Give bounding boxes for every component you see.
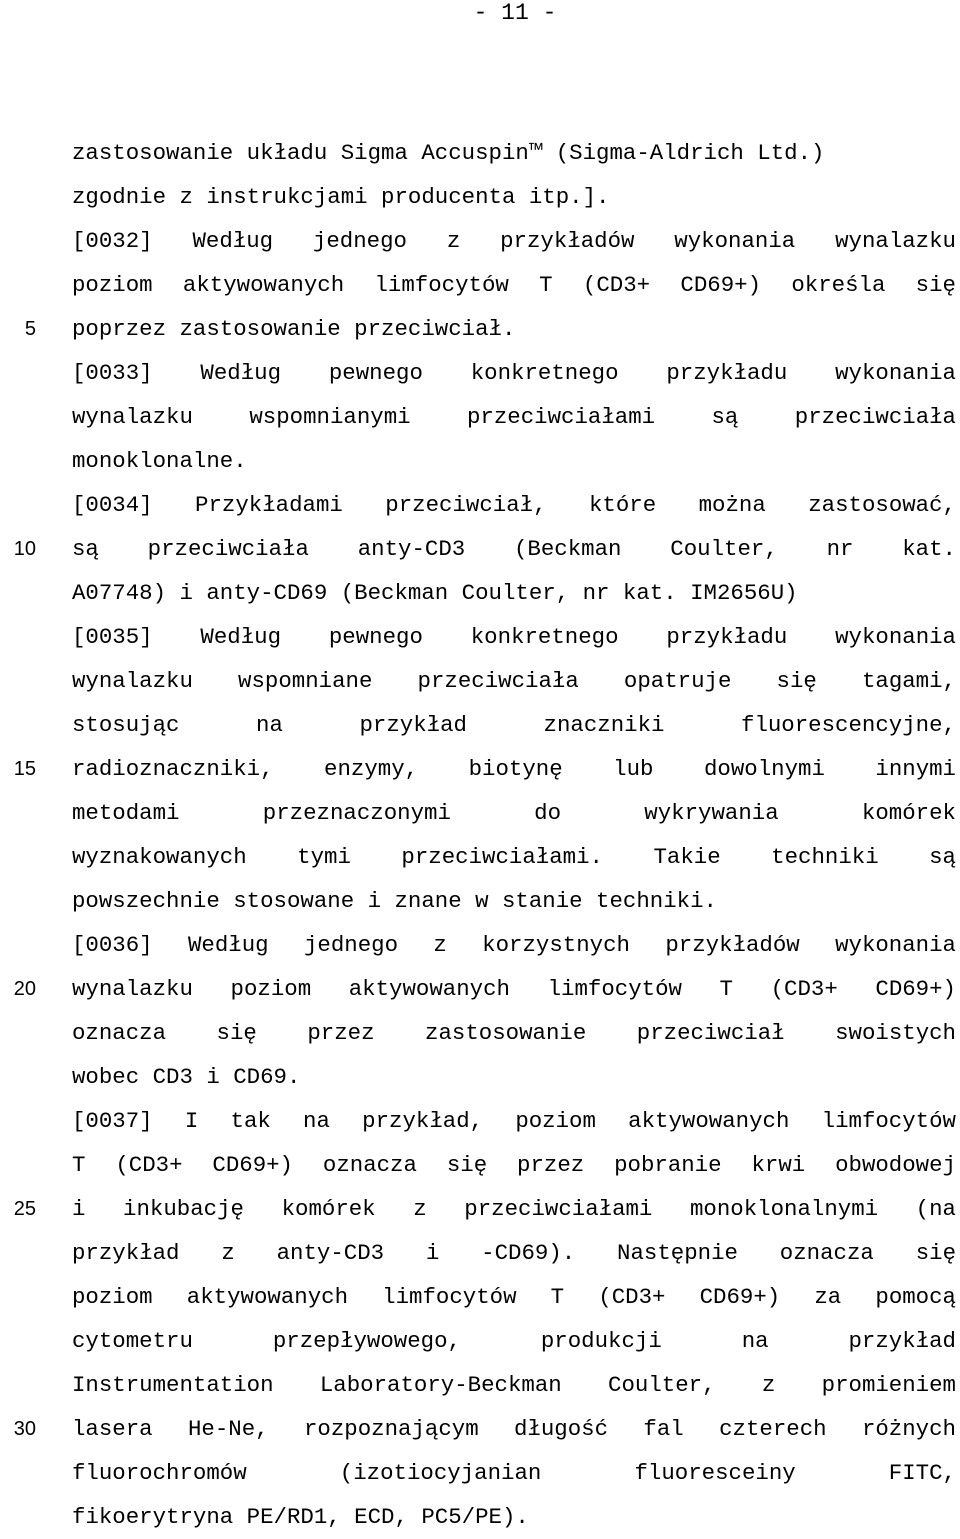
text-line: poziom aktywowanych limfocytów T (CD3+ CD69+) za pomocą <box>72 1284 956 1310</box>
text-line: [0033] Według pewnego konkretnego przykładu wykonania <box>72 360 956 386</box>
margin-line-number: 15 <box>13 758 36 780</box>
text-line: [0037] I tak na przykład, poziom aktywowanych limfocytów <box>72 1108 956 1134</box>
text-line: zastosowanie układu Sigma Accuspin™ (Sigma-Aldrich Ltd.) <box>72 140 825 166</box>
margin-line-number: 25 <box>13 1198 36 1220</box>
text-line: zgodnie z instrukcjami producenta itp.]. <box>72 184 610 210</box>
text-line: [0036] Według jednego z korzystnych przykładów wykonania <box>72 932 956 958</box>
text-line: metodami przeznaczonymi do wykrywania komórek <box>72 800 956 826</box>
text-line: i inkubację komórek z przeciwciałami monoklonalnymi (na <box>72 1196 956 1222</box>
text-line: powszechnie stosowane i znane w stanie techniki. <box>72 888 717 914</box>
text-line: monoklonalne. <box>72 448 247 474</box>
text-line: przykład z anty-CD3 i -CD69). Następnie oznacza się <box>72 1240 956 1266</box>
text-line: wynalazku wspomniane przeciwciała opatruje się tagami, <box>72 668 956 694</box>
text-line: są przeciwciała anty-CD3 (Beckman Coulter, nr kat. <box>72 536 956 562</box>
text-line: wynalazku wspomnianymi przeciwciałami są przeciwciała <box>72 404 956 430</box>
text-line: stosując na przykład znaczniki fluorescencyjne, <box>72 712 956 738</box>
text-line: wynalazku poziom aktywowanych limfocytów T (CD3+ CD69+) <box>72 976 956 1002</box>
text-line: radioznaczniki, enzymy, biotynę lub dowolnymi innymi <box>72 756 956 782</box>
margin-line-number: 20 <box>13 978 36 1000</box>
text-line: lasera He-Ne, rozpoznającym długość fal czterech różnych <box>72 1416 956 1442</box>
text-line: A07748) i anty-CD69 (Beckman Coulter, nr kat. IM2656U) <box>72 580 798 606</box>
text-line: wyznakowanych tymi przeciwciałami. Takie techniki są <box>72 844 956 870</box>
text-line: [0032] Według jednego z przykładów wykonania wynalazku <box>72 228 956 254</box>
margin-line-number: 30 <box>13 1418 36 1440</box>
text-line: poprzez zastosowanie przeciwciał. <box>72 316 516 342</box>
text-line: oznacza się przez zastosowanie przeciwciał swoistych <box>72 1020 956 1046</box>
text-line: fluorochromów (izotiocyjanian fluoresceiny FITC, <box>72 1460 956 1486</box>
margin-line-number: 5 <box>24 318 36 340</box>
text-line: T (CD3+ CD69+) oznacza się przez pobranie krwi obwodowej <box>72 1152 956 1178</box>
text-line: cytometru przepływowego, produkcji na przykład <box>72 1328 956 1354</box>
text-line: fikoerytryna PE/RD1, ECD, PC5/PE). <box>72 1504 529 1530</box>
text-line: [0035] Według pewnego konkretnego przykładu wykonania <box>72 624 956 650</box>
text-line: [0034] Przykładami przeciwciał, które można zastosować, <box>72 492 956 518</box>
text-line: Instrumentation Laboratory-Beckman Coulter, z promieniem <box>72 1372 956 1398</box>
margin-line-number: 10 <box>13 538 36 560</box>
text-line: wobec CD3 i CD69. <box>72 1064 301 1090</box>
text-line: poziom aktywowanych limfocytów T (CD3+ CD69+) określa się <box>72 272 956 298</box>
page-number: - 11 - <box>473 0 557 26</box>
